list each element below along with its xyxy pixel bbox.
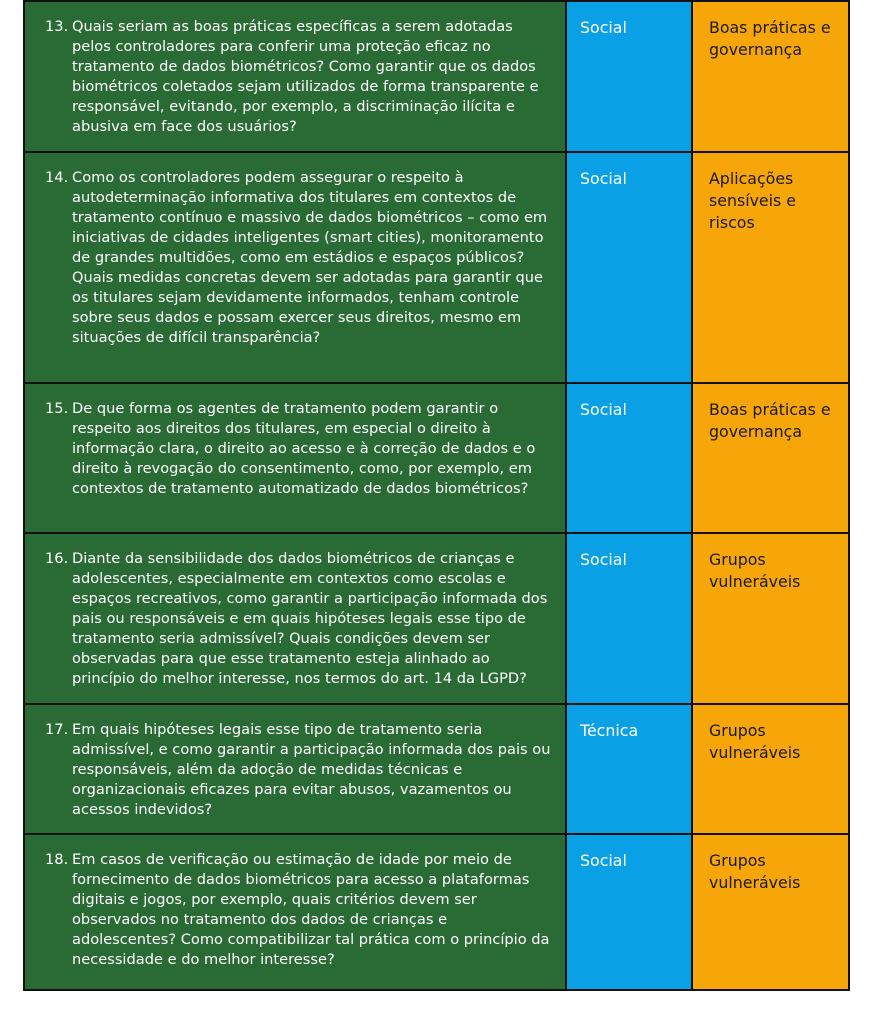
type-label: Social [580, 400, 627, 419]
category-cell [692, 834, 849, 990]
question-number: 14. [45, 169, 69, 186]
question-number: 18. [45, 851, 69, 868]
questions-table [23, 0, 850, 991]
category-cell [692, 152, 849, 383]
type-cell [566, 152, 692, 383]
type-label: Social [580, 169, 627, 188]
question-text: De que forma os agentes de tratamento podem garantir o respeito aos direitos dos titulares, em especial o direito à informação clara, o direito ao acesso e à correção de dados e o direito à revogação do consentimento, como, por exemplo, em contextos de tratamento automatizado de dados biométricos? [72, 400, 536, 497]
type-label: Social [580, 851, 627, 870]
question-text: Em quais hipóteses legais esse tipo de tratamento seria admissível, e como garantir a participação informada dos pais ou responsáveis, além da adoção de medidas técnicas e organizacionais eficazes para evitar abusos, vazamentos ou acessos indevidos? [72, 721, 551, 818]
table-row [24, 704, 849, 834]
question-number: 17. [45, 721, 69, 738]
table-row [24, 533, 849, 704]
table-row [24, 834, 849, 990]
question-number: 15. [45, 400, 69, 417]
question-cell [24, 834, 566, 990]
question-text: Em casos de verificação ou estimação de idade por meio de fornecimento de dados biométricos para acesso a plataformas digitais e jogos, por exemplo, quais critérios devem ser observados no tratamento dos dados de crianças e adolescentes? Como compatibilizar tal prática com o princípio da necessidade e do melhor interesse? [72, 851, 550, 968]
question-cell [24, 152, 566, 383]
type-label: Social [580, 18, 627, 37]
category-cell [692, 1, 849, 152]
type-cell [566, 834, 692, 990]
table-row [24, 152, 849, 383]
category-label: Boas práticas e governança [709, 18, 831, 59]
question-text: Quais seriam as boas práticas específicas a serem adotadas pelos controladores para conferir uma proteção eficaz no tratamento de dados biométricos? Como garantir que os dados biométricos coletados sejam utilizados de forma transparente e responsável, evitando, por exemplo, a discriminação ilícita e abusiva em face dos usuários? [72, 18, 539, 135]
question-cell [24, 533, 566, 704]
table-row [24, 383, 849, 533]
category-label: Grupos vulneráveis [709, 721, 801, 762]
type-cell [566, 533, 692, 704]
type-label: Técnica [580, 721, 639, 740]
category-label: Boas práticas e governança [709, 400, 831, 441]
type-label: Social [580, 550, 627, 569]
type-cell [566, 1, 692, 152]
question-cell [24, 383, 566, 533]
category-label: Grupos vulneráveis [709, 851, 801, 892]
question-number: 16. [45, 550, 69, 567]
type-cell [566, 383, 692, 533]
question-text: Como os controladores podem assegurar o respeito à autodeterminação informativa dos titulares em contextos de tratamento contínuo e massivo de dados biométricos – como em iniciativas de cidades inteligentes (smart cities), monitoramento de grandes multidões, como em estádios e espaços públicos? Quais medidas concretas devem ser adotadas para garantir que os titulares sejam devidamente informados, tenham controle sobre seus dados e possam exercer seus direitos, mesmo em situações de difícil transparência? [72, 169, 548, 346]
type-cell [566, 704, 692, 834]
question-number: 13. [45, 18, 69, 35]
question-cell [24, 1, 566, 152]
category-cell [692, 704, 849, 834]
category-cell [692, 383, 849, 533]
question-cell [24, 704, 566, 834]
category-label: Aplicações sensíveis e riscos [709, 169, 797, 232]
category-label: Grupos vulneráveis [709, 550, 801, 591]
category-cell [692, 533, 849, 704]
question-text: Diante da sensibilidade dos dados biométricos de crianças e adolescentes, especialmente em contextos como escolas e espaços recreativos, como garantir a participação informada dos pais ou responsáveis e em quais hipóteses legais esse tipo de tratamento seria admissível? Quais condições devem ser observadas para que esse tratamento esteja alinhado ao princípio do melhor interesse, nos termos do art. 14 da LGPD? [72, 550, 548, 687]
table-row [24, 1, 849, 152]
